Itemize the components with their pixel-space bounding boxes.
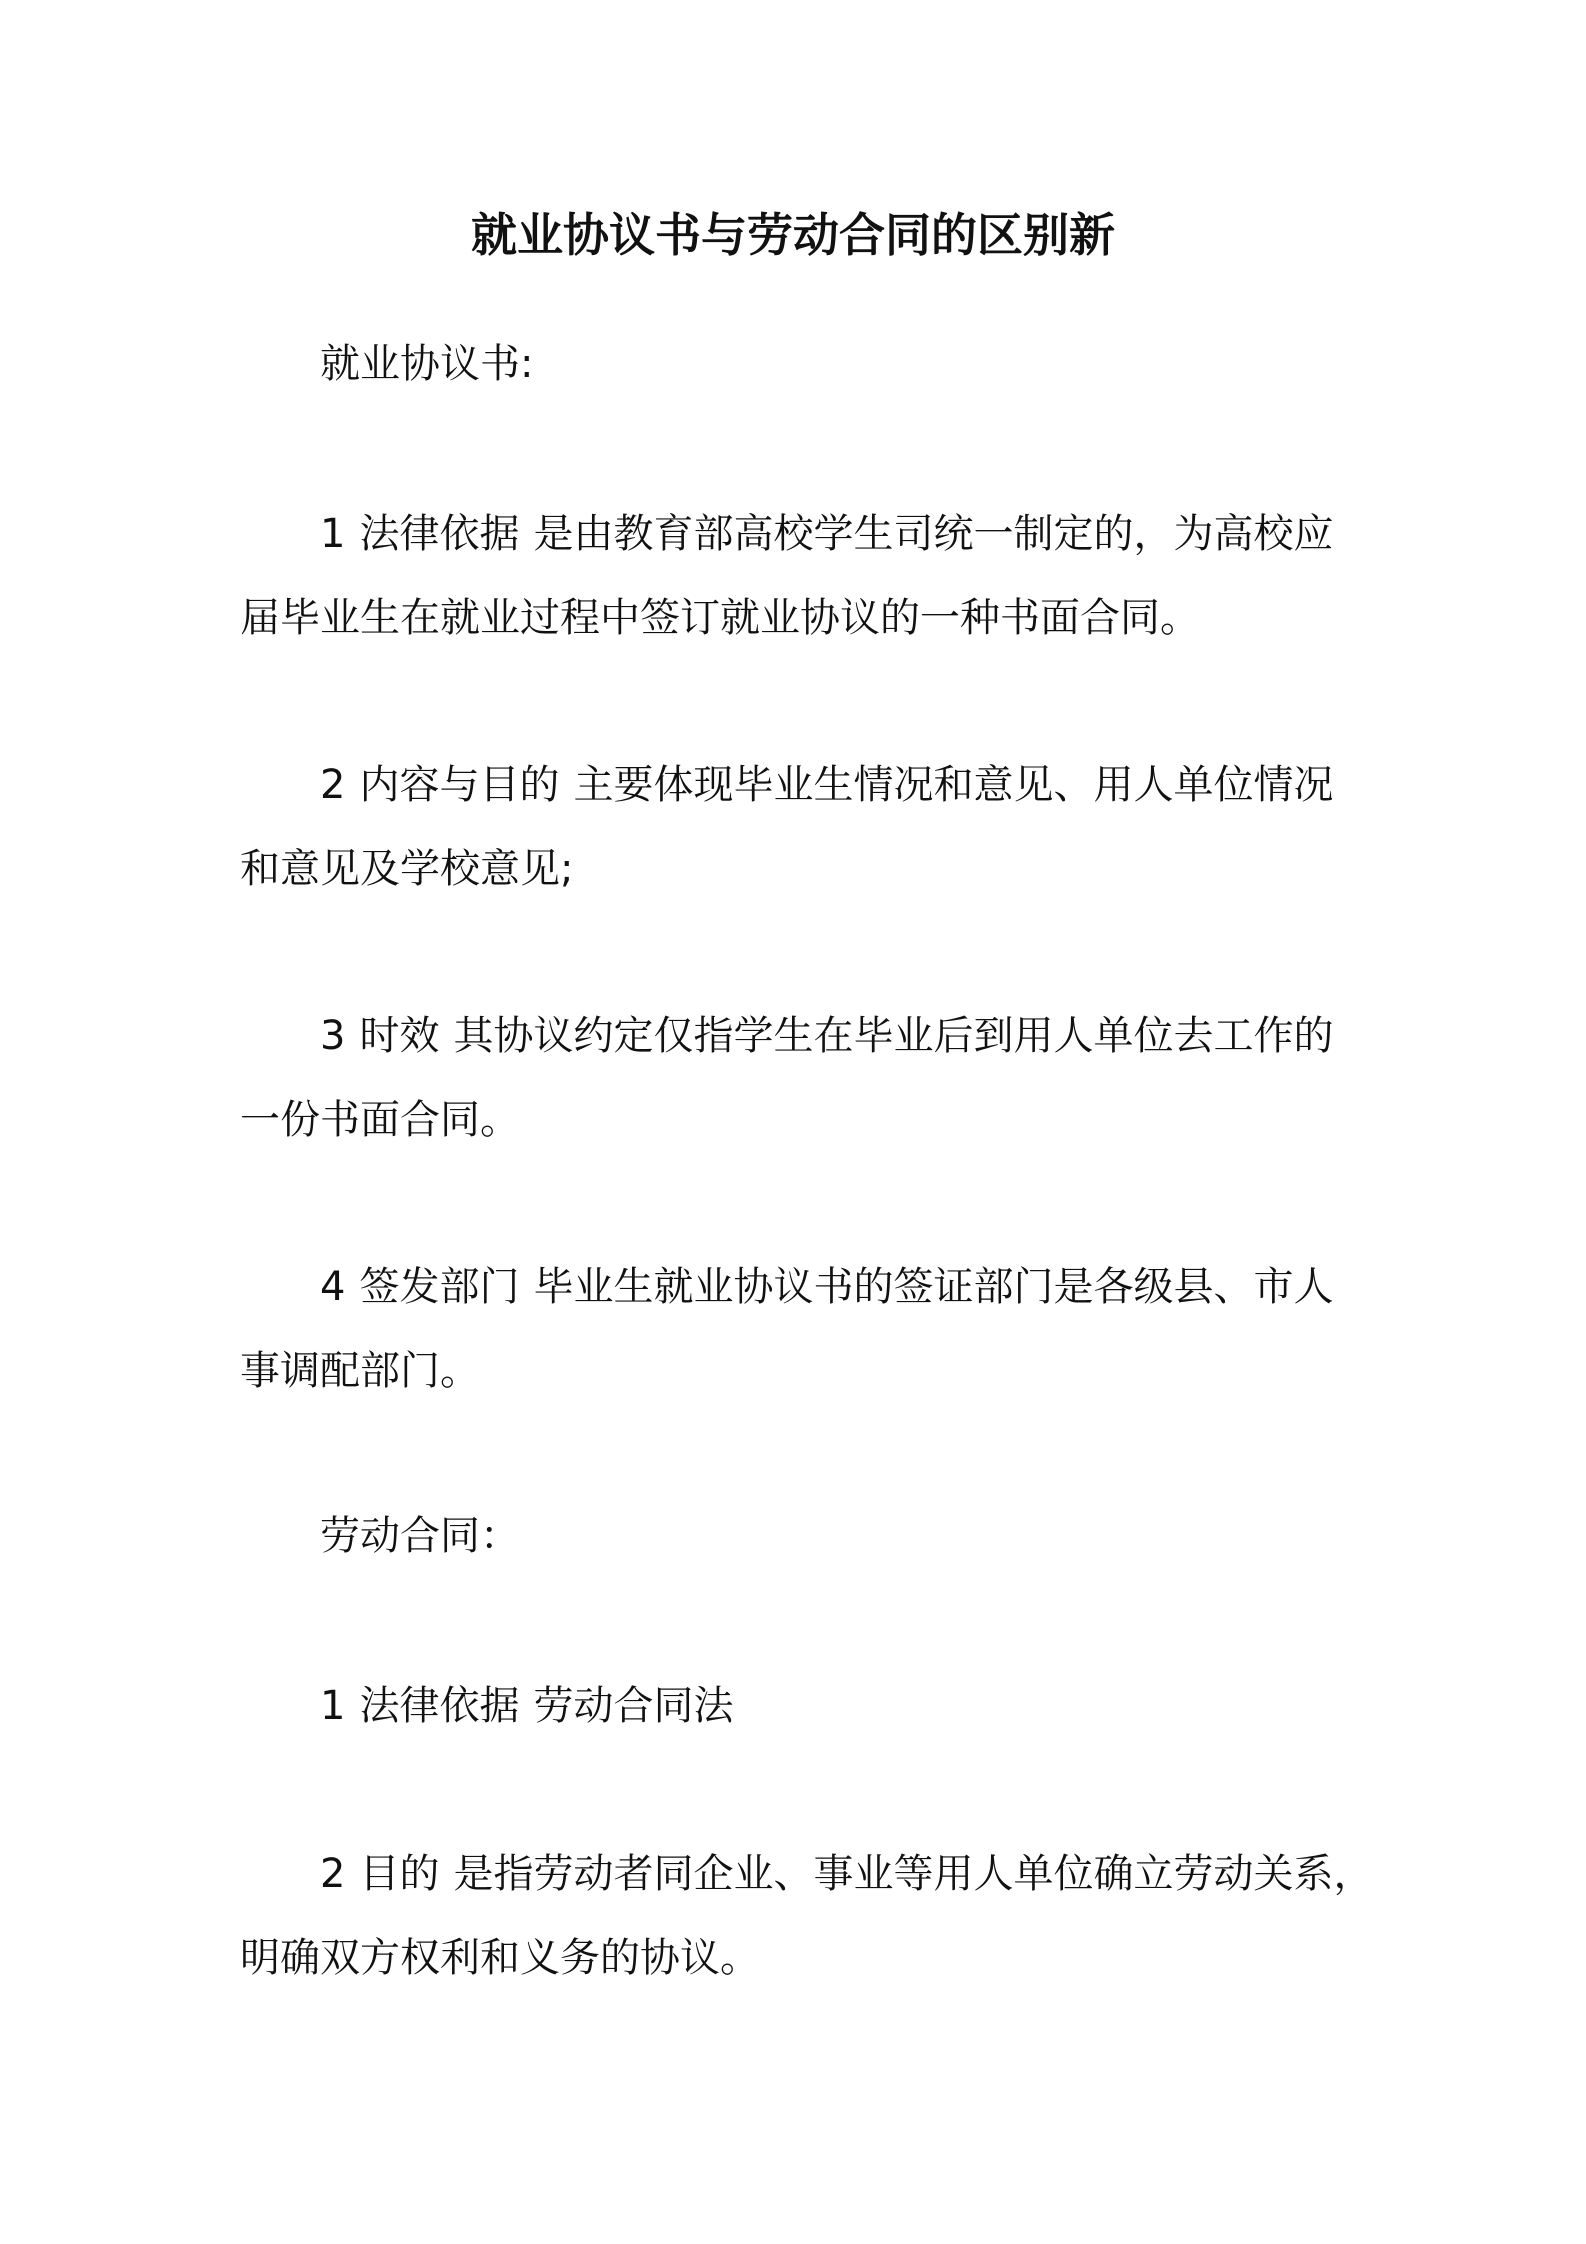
section-heading-labor-contract: 劳动合同： xyxy=(320,1513,520,1559)
paragraph-continuation-line: 和意见及学校意见; xyxy=(240,846,574,892)
paragraph-continuation-line: 事调配部门。 xyxy=(240,1348,480,1394)
paragraph-labor-purpose xyxy=(240,1832,1374,2000)
item-number: 2 xyxy=(320,762,346,808)
paragraph-continuation-line: 届毕业生在就业过程中签订就业协议的一种书面合同。 xyxy=(240,595,1200,641)
paragraph-first-line xyxy=(240,492,1370,576)
paragraph-continuation-line: 一份书面合同。 xyxy=(240,1097,520,1143)
item-label: 内容与目的 xyxy=(359,762,560,808)
section-heading-employment-agreement: 就业协议书: xyxy=(320,341,534,387)
item-label: 时效 xyxy=(359,1013,440,1059)
paragraph-content-purpose xyxy=(240,743,1370,911)
item-text: 是指劳动者同企业、事业等用人单位确立劳动关系， xyxy=(453,1851,1374,1897)
item-text: 毕业生就业协议书的签证部门是各级县、市人 xyxy=(533,1264,1334,1310)
paragraph-issuing-department xyxy=(240,1245,1370,1413)
item-number: 1 xyxy=(320,1683,346,1729)
paragraph-first-line xyxy=(240,1832,1374,1916)
paragraph-first-line xyxy=(240,1664,1370,1748)
paragraph-first-line xyxy=(240,743,1370,827)
item-label: 法律依据 xyxy=(359,511,520,557)
paragraph-continuation-line: 明确双方权利和义务的协议。 xyxy=(240,1935,760,1981)
item-text: 其协议约定仅指学生在毕业后到用人单位去工作的 xyxy=(453,1013,1334,1059)
paragraph-first-line xyxy=(240,1245,1370,1329)
item-label: 法律依据 xyxy=(359,1683,520,1729)
item-text: 是由教育部高校学生司统一制定的，为高校应 xyxy=(533,511,1334,557)
item-text: 劳动合同法 xyxy=(533,1683,734,1729)
paragraph-first-line xyxy=(240,994,1370,1078)
paragraph-validity xyxy=(240,994,1370,1162)
item-text: 主要体现毕业生情况和意见、用人单位情况 xyxy=(573,762,1334,808)
item-number: 4 xyxy=(320,1264,346,1310)
item-label: 目的 xyxy=(359,1851,440,1897)
item-number: 1 xyxy=(320,511,346,557)
paragraph-legal-basis xyxy=(240,492,1370,660)
item-label: 签发部门 xyxy=(359,1264,520,1310)
item-number: 3 xyxy=(320,1013,346,1059)
paragraph-labor-legal-basis xyxy=(240,1664,1370,1748)
document-title: 就业协议书与劳动合同的区别新 xyxy=(471,208,1115,262)
item-number: 2 xyxy=(320,1851,346,1897)
